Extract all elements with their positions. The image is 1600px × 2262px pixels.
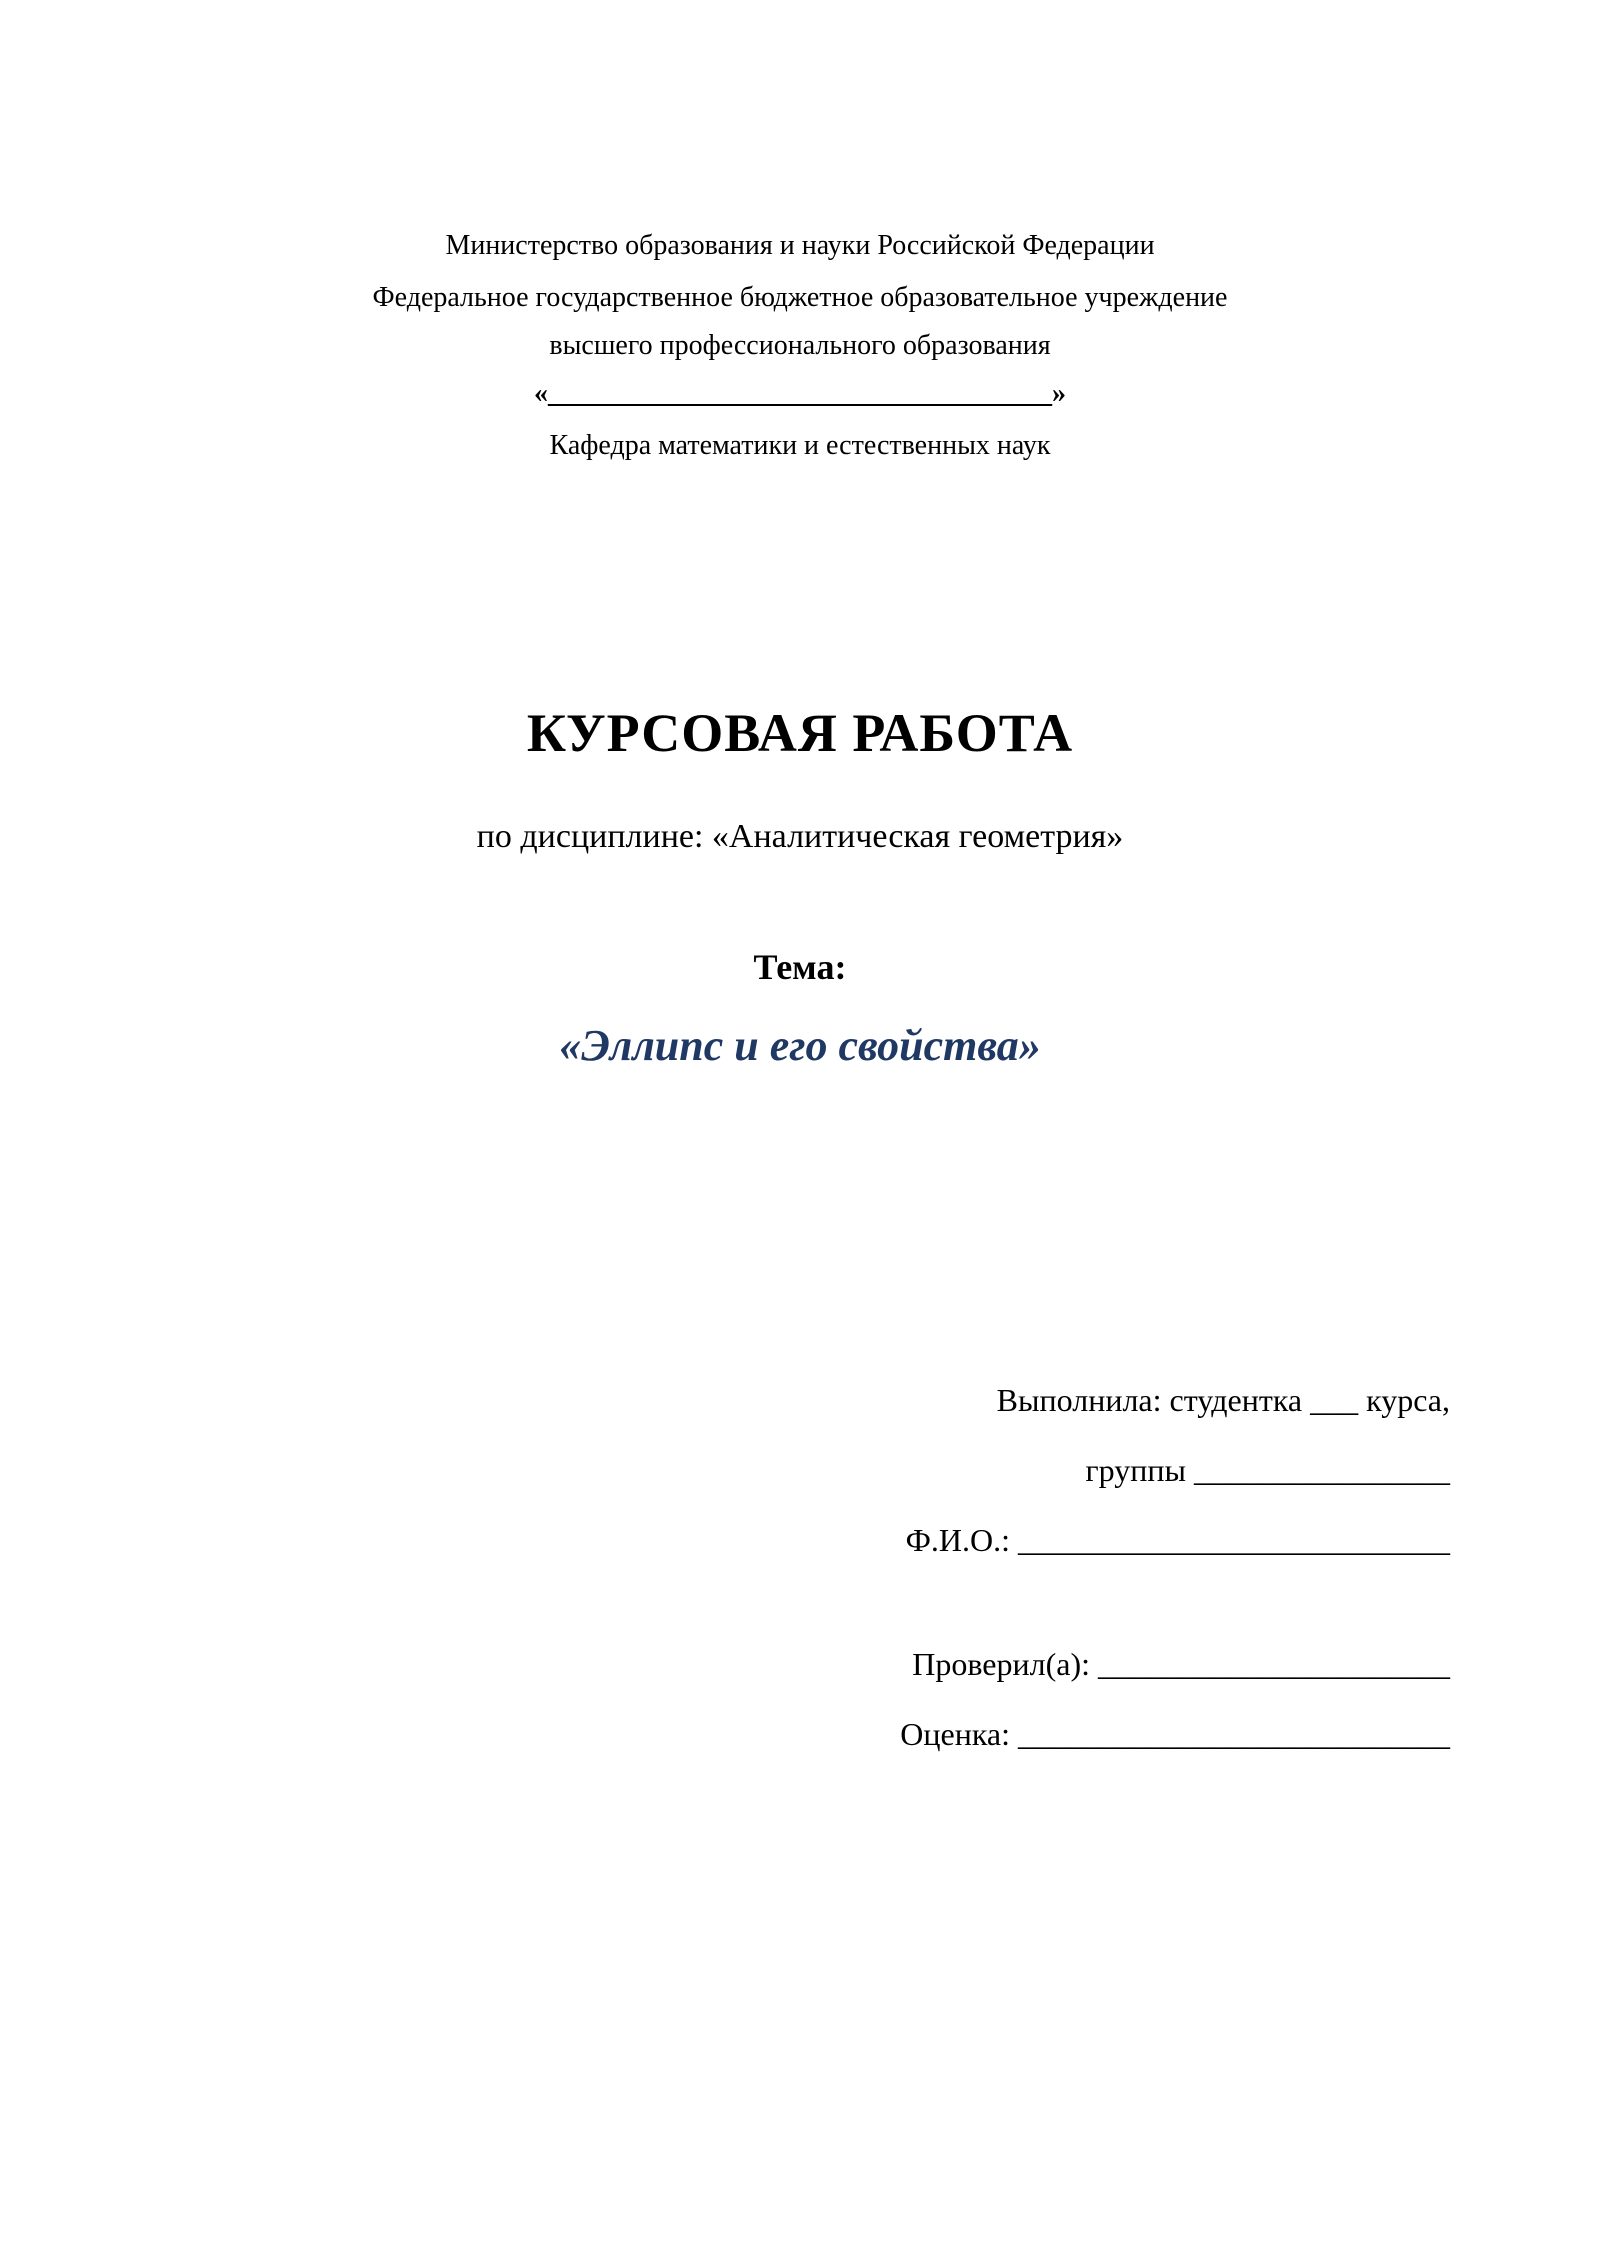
work-type-title: КУРСОВАЯ РАБОТА [526, 703, 1074, 763]
checked-by-line: Проверил(а): ______________________ [912, 1646, 1450, 1682]
institution-line-2: высшего профессионального образования [549, 330, 1051, 361]
institution-line-1: Федеральное государственное бюджетное образовательное учреждение [372, 282, 1228, 313]
university-name-blank: «____________________________________» [534, 378, 1066, 409]
ministry-line: Министерство образования и науки Российской Федерации [445, 230, 1155, 261]
full-name-line: Ф.И.О.: ___________________________ [905, 1522, 1450, 1558]
grade-line: Оценка: ___________________________ [900, 1716, 1450, 1752]
department-line: Кафедра математики и естественных наук [549, 430, 1051, 461]
topic-title: «Эллипс и его свойства» [559, 1021, 1041, 1070]
completed-by-line: Выполнила: студентка ___ курса, [996, 1382, 1450, 1418]
topic-label: Тема: [753, 947, 847, 987]
group-line: группы ________________ [1085, 1452, 1450, 1488]
discipline-line: по дисциплине: «Аналитическая геометрия» [476, 818, 1124, 855]
